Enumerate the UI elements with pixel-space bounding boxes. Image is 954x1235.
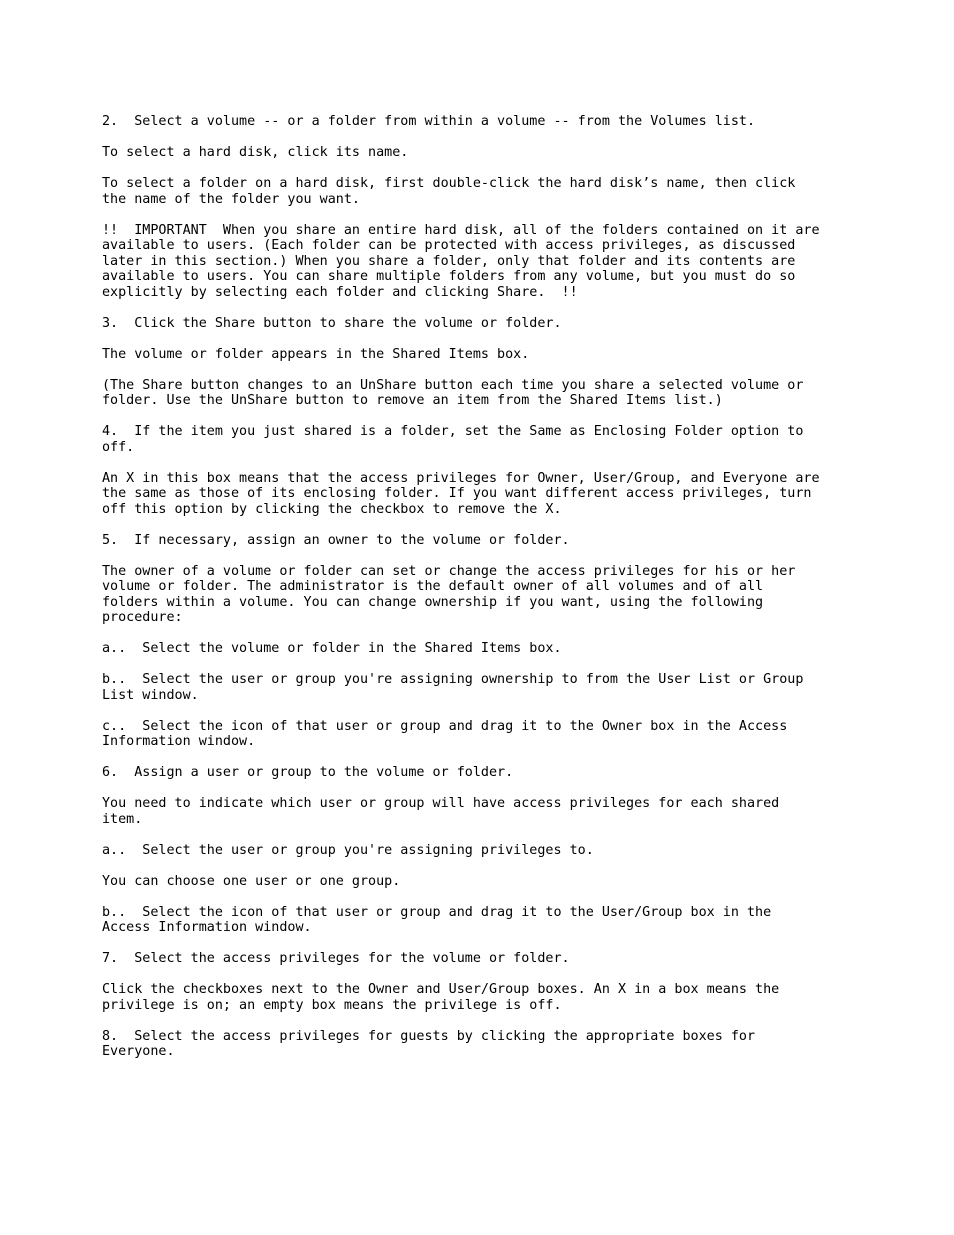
step-7-select-privileges: 7. Select the access privileges for the volume or folder. — [102, 951, 570, 966]
step-6-assign-user: 6. Assign a user or group to the volume or folder. — [102, 765, 514, 780]
substep-c-drag-owner: c.. Select the icon of that user or group and drag it to the Owner box in the Access Information window. — [102, 718, 788, 749]
unshare-note: (The Share button changes to an UnShare button each time you share a selected volume or folder. Use the UnShare button to remove an item from the Shared Items list.) — [102, 377, 804, 408]
important-note: !! IMPORTANT When you share an entire hard disk, all of the folders contained on it are available to users. (Each folder can be protected with access privileges, as discussed later in this section.) When you share a folder, only that folder and its contents are available to users. You can share multiple folders from any volume, but you must do so explicitly by selecting each folder and clicking Share. !! — [102, 222, 820, 300]
indicate-user-text: You need to indicate which user or group will have access privileges for each shared item. — [102, 796, 780, 827]
substep-b-drag-user-group: b.. Select the icon of that user or group and drag it to the User/Group box in the Access Information window. — [102, 904, 772, 935]
substep-a-select-item: a.. Select the volume or folder in the Shared Items box. — [102, 641, 562, 656]
step-2-select-volume: 2. Select a volume -- or a folder from within a volume -- from the Volumes list. — [102, 114, 756, 129]
step-4-enclosing-folder: 4. If the item you just shared is a folder, set the Same as Enclosing Folder option to off. — [102, 424, 804, 455]
x-in-box-text: An X in this box means that the access privileges for Owner, User/Group, and Everyone are the same as those of its enclosing folder. If you want different access privileges, turn off this option by clicking the checkbox to remove the X. — [102, 470, 820, 517]
document-body — [102, 114, 892, 1075]
shared-items-text: The volume or folder appears in the Shared Items box. — [102, 346, 530, 362]
owner-description: The owner of a volume or folder can set or change the access privileges for his or her volume or folder. The administrator is the default owner of all volumes and of all folders within a volume. You can change ownership if you want, using the following procedure: — [102, 563, 796, 625]
step-3-click-share: 3. Click the Share button to share the volume or folder. — [102, 315, 562, 331]
substep-b-select-user: b.. Select the user or group you're assigning ownership to from the User List or Group List window. — [102, 672, 804, 703]
select-hard-disk-text: To select a hard disk, click its name. — [102, 145, 409, 160]
step-5-assign-owner: 5. If necessary, assign an owner to the volume or folder. — [102, 532, 570, 548]
choose-one-text: You can choose one user or one group. — [102, 873, 401, 889]
substep-a-select-privileges: a.. Select the user or group you're assigning privileges to. — [102, 842, 594, 858]
select-folder-text: To select a folder on a hard disk, first double-click the hard disk’s name, then click the name of the folder you want. — [102, 176, 796, 207]
step-8-guest-privileges: 8. Select the access privileges for guests by clicking the appropriate boxes for Everyone. — [102, 1028, 756, 1059]
checkbox-description: Click the checkboxes next to the Owner and User/Group boxes. An X in a box means the privilege is on; an empty box means the privilege is off. — [102, 982, 780, 1013]
